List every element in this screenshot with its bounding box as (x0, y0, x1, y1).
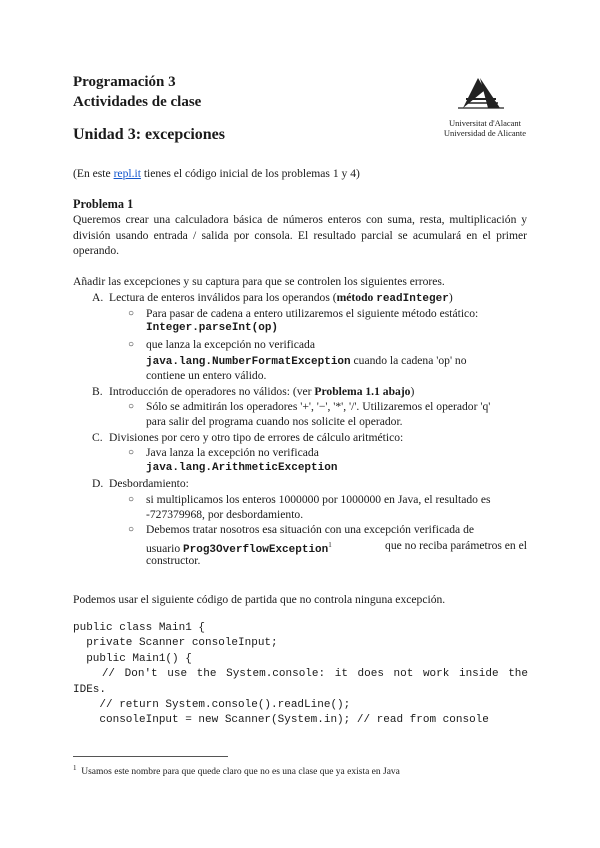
list-item-a-text: Lectura de enteros inválidos para los operandos ( (109, 291, 337, 304)
bullet-d2-rest: que no reciba parámetros en el (385, 539, 527, 552)
code-line: consoleInput = new Scanner(System.in); // read from console (73, 714, 489, 727)
list-item-c: Divisiones por cero y otro tipo de errores de cálculo aritmético: (109, 431, 404, 444)
code-line: private Scanner consoleInput; (73, 637, 278, 650)
course-title: Programación 3 (73, 74, 176, 90)
bullet-d1-line2: -727379968, por desbordamiento. (146, 508, 304, 521)
bullet-d2-text: Debemos tratar nosotros esa situación con una excepción verificada de (146, 523, 475, 536)
code-intro: Podemos usar el siguiente código de partida que no controla ninguna excepción. (73, 593, 446, 606)
problem-description: Queremos crear una calculadora básica de números enteros con suma, resta, multiplicación y división usando entrada / salida por consola. El resultado parcial se acumulará en el primer operando. (73, 213, 527, 258)
list-item-b (109, 384, 414, 400)
bullet-icon: ○ (128, 447, 135, 458)
code-arithmeticexception: java.lang.ArithmeticException (146, 462, 338, 474)
document-subtitle: Actividades de clase (73, 94, 202, 110)
list-item-a (109, 290, 453, 308)
list-marker-b: B. (92, 385, 103, 398)
bullet-d2-line2 (146, 538, 527, 558)
list-marker-d: D. (92, 477, 104, 490)
bullet-icon: ○ (128, 308, 135, 319)
list-item-b-text: Introducción de operadores no válidos: (ver (109, 385, 315, 398)
code-block (73, 621, 529, 729)
list-item-b-end: ) (410, 385, 415, 398)
footnote-text: Usamos este nombre para que quede claro que no es una clase que ya exista en Java (81, 767, 400, 778)
list-marker-c: C. (92, 431, 103, 444)
bullet-a2-rest: cuando la cadena 'op' no (350, 354, 467, 367)
logo-text-valencian: Universitat d'Alacant (448, 118, 522, 128)
method-name-readinteger: readInteger (376, 293, 449, 305)
list-item-d: Desbordamiento: (109, 477, 189, 490)
bullet-d1-text: si multiplicamos los enteros 1000000 por 1000000 en Java, el resultado es (146, 493, 491, 506)
bullet-b1-line2: para salir del programa cuando nos solicite el operador. (146, 415, 403, 428)
university-logo (440, 72, 530, 138)
code-line: // return System.console().readLine(); (73, 699, 351, 712)
bullet-d2-pre: usuario (146, 541, 184, 555)
problem-heading: Problema 1 (73, 197, 134, 211)
bullet-a2-text: que lanza la excepción no verificada (146, 338, 315, 351)
footnote-number: 1 (73, 764, 77, 772)
university-logo-icon (440, 72, 530, 112)
bullet-icon: ○ (128, 494, 135, 505)
intro-line (73, 166, 360, 182)
problem-task: Añadir las excepciones y su captura para que se controlen los siguientes errores. (73, 275, 445, 288)
list-item-b-bold: Problema 1.1 abajo (314, 385, 411, 398)
repl-link[interactable]: repl.it (113, 167, 141, 180)
bullet-a2-line3: contiene un entero válido. (146, 369, 267, 382)
bullet-d2-line3: constructor. (146, 554, 201, 567)
code-line: IDEs. (73, 683, 107, 696)
intro-text-after: tienes el código inicial de los problemas 1 y 4) (140, 167, 360, 180)
logo-text-spanish: Universidad de Alicante (443, 128, 527, 138)
footnote (73, 762, 400, 778)
code-numberformatexception: java.lang.NumberFormatException (146, 356, 351, 368)
footnote-reference: 1 (328, 541, 332, 549)
bullet-b1-text: Sólo se admitirán los operadores '+', '−', '*', '/'. Utilizaremos el operador 'q' (146, 400, 491, 413)
footnote-separator (73, 756, 228, 757)
code-parseint: Integer.parseInt(op) (146, 322, 279, 334)
code-line: // Don't use the System.console: it does not work inside the (73, 668, 528, 681)
code-prog3overflowexception: Prog3OverflowException (183, 543, 329, 556)
bullet-icon: ○ (128, 524, 135, 535)
intro-text-before: (En este (73, 167, 114, 180)
list-item-a-end: ) (448, 291, 453, 304)
bullet-a1-text: Para pasar de cadena a entero utilizaremos el siguiente método estático: (146, 307, 479, 320)
list-marker-a: A. (92, 291, 104, 304)
list-item-a-bold: método (336, 291, 377, 304)
unit-title: Unidad 3: excepciones (73, 126, 225, 143)
code-line: public Main1() { (73, 652, 192, 665)
code-line: public class Main1 { (73, 622, 206, 634)
bullet-icon: ○ (128, 401, 135, 412)
bullet-c1-text: Java lanza la excepción no verificada (146, 446, 319, 459)
bullet-icon: ○ (128, 339, 135, 350)
